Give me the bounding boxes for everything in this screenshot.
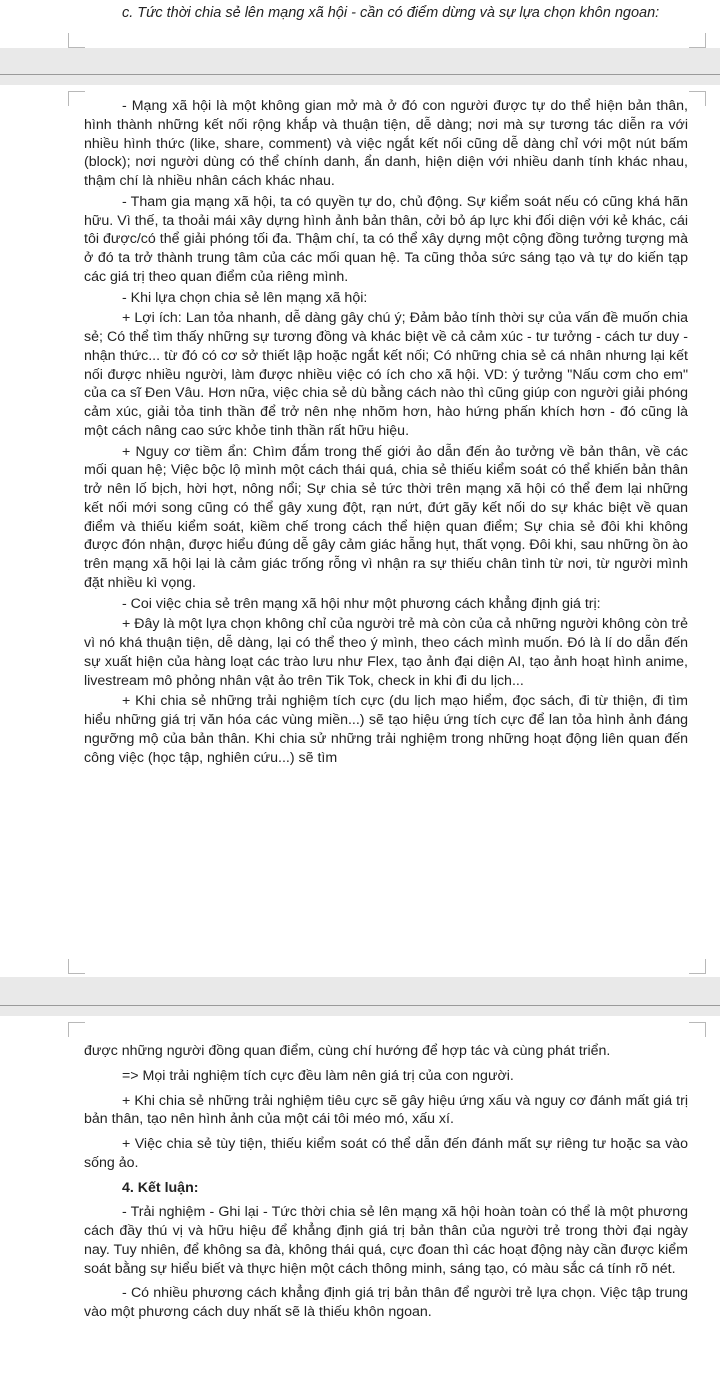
page-1-text xyxy=(84,4,688,23)
crop-mark-bottom-right xyxy=(689,33,706,48)
crop-mark-top-right xyxy=(689,1022,706,1037)
document-page-1 xyxy=(0,0,720,48)
paragraph: + Nguy cơ tiềm ẩn: Chìm đắm trong thế giới ảo dẫn đến ảo tưởng về bản thân, về các mối quan hệ; Việc bộc lộ mình một cách thái quá, chia sẻ thiếu kiểm soát có thể khiến bản thân trở nên lố bịch, hời hợt, nông nổi; Sự chia sẻ tức thời trên mạng xã hội có thể đem lại những kết nối mới song cũng có thể gây xung đột, rạn nứt, đứt gãy kết nối do sự khác biệt về quan điểm và thiếu kiểm soát, kiềm chế trong cách thể hiện quan điểm; Sự chia sẻ đôi khi không được đón nhận, được hiểu đúng dễ gây cảm giác hẫng hụt, thất vọng. Đôi khi, sau những ồn ào trên mạng xã hội lại là cảm giác trống rỗng vì nhận ra sự thiếu chân tình từ nơi, từ người mình đặt nhiều kì vọng. xyxy=(84,443,688,591)
section-c-heading: c. Tức thời chia sẻ lên mạng xã hội - cần có điểm dừng và sự lựa chọn khôn ngoan: xyxy=(122,5,660,21)
page-2-text xyxy=(84,97,688,769)
crop-mark-bottom-left xyxy=(68,33,85,48)
paragraph: được những người đồng quan điểm, cùng chí hướng để hợp tác và cùng phát triển. xyxy=(84,1043,611,1059)
page-3-text xyxy=(84,1042,688,1328)
conclusion-heading: 4. Kết luận: xyxy=(122,1179,199,1196)
paragraph: - Tham gia mạng xã hội, ta có quyền tự do, chủ động. Sự kiểm soát nếu có cũng khá hãn hữu. Vì thế, ta thoải mái xây dựng hình ảnh bản thân, cởi bỏ áp lực khi đối diện với kẻ khác, cái tôi được/có thể giải phóng tối đa. Thậm chí, ta có thể xây dựng một cộng đồng tưởng tượng mà ở đó ta trở thành trung tâm của các mối quan hệ. Ta cũng thỏa sức sáng tạo và tự do kiến tạp các giá trị theo quan điểm của riêng mình. xyxy=(84,193,688,285)
page-separator-line xyxy=(0,74,720,75)
crop-mark-bottom-right xyxy=(689,959,706,974)
paragraph: + Khi chia sẻ những trải nghiệm tích cực (du lịch mạo hiểm, đọc sách, đi từ thiện, đi tìm hiểu những giá trị văn hóa các vùng miền...) sẽ tạo hiệu ứng tích cực để lan tỏa hình ảnh đáng ngưỡng mộ của bản thân. Khi chia sử những trải nghiệm trong những hoạt động liên quan đến công việc (học tập, nghiên cứu...) sẽ tìm xyxy=(84,693,688,766)
crop-mark-top-left xyxy=(68,1022,85,1037)
crop-mark-bottom-left xyxy=(68,959,85,974)
page-gap-2 xyxy=(0,977,720,1016)
paragraph: - Khi lựa chọn chia sẻ lên mạng xã hội: xyxy=(122,289,368,306)
paragraph: - Trải nghiệm - Ghi lại - Tức thời chia sẻ lên mạng xã hội hoàn toàn có thể là một phương cách đầy thú vị và hữu hiệu để khẳng định giá trị bản thân của người trẻ trong thời đại ngày nay. Tuy nhiên, để không sa đà, không thái quá, cực đoan thì các hoạt động này cần được kiểm soát bằng sự hiểu biết và thực hiện một cách thông minh, sáng tạo, có màu sắc cá tính rõ nét. xyxy=(84,1204,688,1277)
paragraph: - Có nhiều phương cách khẳng định giá trị bản thân để người trẻ lựa chọn. Việc tập trung vào một phương cách duy nhất sẽ là thiếu khôn ngoan. xyxy=(84,1285,688,1320)
paragraph: - Coi việc chia sẻ trên mạng xã hội như một phương cách khẳng định giá trị: xyxy=(122,595,601,612)
page-gap-1 xyxy=(0,48,720,85)
paragraph: - Mạng xã hội là một không gian mở mà ở đó con người được tự do thể hiện bản thân, hình thành những kết nối rộng khắp và thuận tiện, dễ dàng; nơi mà sự tương tác diễn ra với nhiều hình thức (like, share, comment) và việc ngắt kết nối cũng dễ dàng chỉ với một nút bấm (block); nơi người dùng có thể chính danh, ẩn danh, hiện diện với nhiều danh tính khác nhau, thậm chí là nhiều nhân cách khác nhau. xyxy=(84,98,688,189)
paragraph: + Lợi ích: Lan tỏa nhanh, dễ dàng gây chú ý; Đảm bảo tính thời sự của vấn đề muốn chia sẻ; Có thể tìm thấy những sự tương đồng và khác biệt về cả cảm xúc - tư tưởng - cách tư duy - nhận thức... từ đó có cơ sở thiết lập hoặc ngắt kết nối; Có những chia sẻ cá nhân nhưng lại kết nối được nhiều người, làm được nhiều việc có ích cho xã hội. VD: ý tưởng "Nấu cơm cho em" của ca sĩ Đen Vâu. Hơn nữa, việc chia sẻ dù bằng cách nào thì cũng giúp con người giải phóng cảm xúc, giải tỏa tinh thần để trở nên nhẹ nhõm hơn, hào hứng phấn khích hơn - đó cũng là một cách nâng cao sức khỏe tinh thần rất hữu hiệu. xyxy=(84,310,688,439)
paragraph: + Việc chia sẻ tùy tiện, thiếu kiểm soát có thể dẫn đến đánh mất sự riêng tư hoặc sa vào sống ảo. xyxy=(84,1136,688,1171)
paragraph: + Khi chia sẻ những trải nghiệm tiêu cực sẽ gây hiệu ứng xấu và nguy cơ đánh mất giá trị bản thân, tạo nên hình ảnh của một cái tôi méo mó, xấu xí. xyxy=(84,1092,688,1128)
paragraph: + Đây là một lựa chọn không chỉ của người trẻ mà còn của cả những người không còn trẻ vì nó khá thuận tiện, dễ dàng, lại có thể theo ý mình, theo cách mình muốn. Đó là lí do dẫn đến sự xuất hiện của hàng loạt các trào lưu như Flex, tạo ảnh đại diện AI, tạo ảnh hoạt hình anime, livestream mô phỏng nhân vật ảo trên Tik Tok, check in khi đi du lịch... xyxy=(84,616,688,689)
page-separator-line xyxy=(0,1005,720,1006)
crop-mark-top-left xyxy=(68,91,85,106)
document-page-2 xyxy=(0,85,720,977)
crop-mark-top-right xyxy=(689,91,706,106)
paragraph: => Mọi trải nghiệm tích cực đều làm nên giá trị của con người. xyxy=(122,1067,514,1084)
document-page-3 xyxy=(0,1016,720,1377)
